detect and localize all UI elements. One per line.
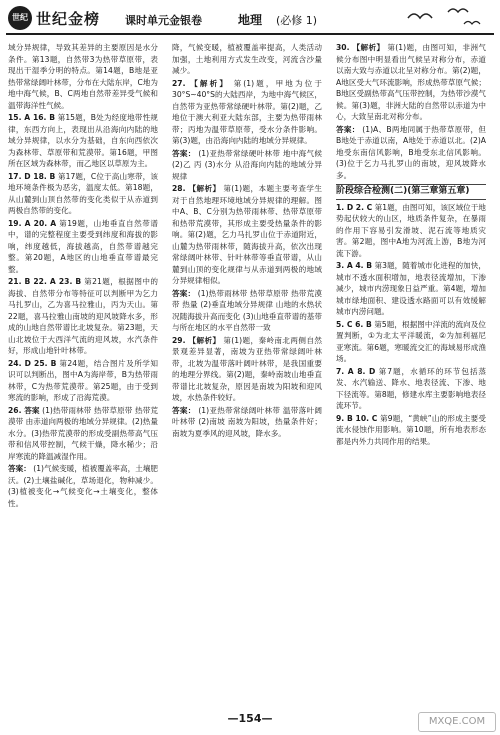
answer-paragraph (8, 112, 158, 170)
answer-paragraph (8, 171, 158, 217)
answer-label: 1. D 2. C (336, 202, 373, 212)
answer-label: 答案： (336, 124, 360, 134)
page-number: —154— (227, 712, 273, 725)
answer-label: 27. 【解析】 (172, 78, 230, 88)
answer-text: (1)热带雨林带 热带草原带 热带荒漠带 热量 (2)垂直地域分异规律 山地的水热状况随海拔升高而变化 (3)山地垂直带谱的基带与所在地区的水平自然带一致 (172, 288, 322, 332)
series-title: 课时单元金银卷 (125, 14, 202, 27)
answer-paragraph (172, 148, 322, 183)
answer-label: 5. C 6. B (336, 319, 372, 329)
section-title: 阶段综合检测(二)(第三章第五章) (336, 184, 486, 200)
answer-column-right (336, 42, 486, 702)
answer-text: 第1题，由图可知，该区域位于地势起伏较大的山区，地质条件复杂，在暴雨的作用下容易引发滑坡、泥石流等地质灾害。第2题，图中A地为河流上游，B地为河流下游。 (336, 202, 486, 258)
answer-label: 24. D 25. B (8, 358, 57, 368)
answer-label: 答案： (172, 148, 196, 158)
subject-title: 地理 (238, 13, 263, 27)
answer-text: (1)气候变暖，植被覆盖率高，土壤肥沃。(2)土壤盐碱化，草场退化，物种减少。(3)植被变化→气候变化→土壤变化，整体性。 (8, 464, 158, 508)
answer-text: 降，气候变暖，植被覆盖率提高，人类活动加强，土地利用方式发生改变，河流含沙量减少。 (172, 43, 322, 75)
answer-text: 第(1)题，由图可知，非洲气候分布图中明显看出气候呈对称分布，赤道以南大致与赤道以北呈对称分布。第(2)题，A地区受大气环流影响，形成热带草原气候；B地区受副热带高气压带控制，为热带沙漠气候。第(3)题，非洲大陆的自然带以赤道为中心，大致呈南北对称分布。 (336, 43, 486, 121)
answer-label: 29. 【解析】 (172, 335, 221, 345)
answer-label: 21. B 22. A 23. B (8, 277, 82, 286)
header-rule (6, 33, 494, 35)
edition-label: (必修 1) (276, 14, 318, 27)
answer-text: 第17题，C位于高山寒带，该地环境条件极为恶劣，温度太低。第18题，从山麓到山顶自然带的变化类似于从赤道到两极自然带的变化。 (8, 171, 158, 215)
page-header (0, 0, 500, 40)
answer-text: 第(1)题，秦岭南北两侧自然景观差异显著，南坡为亚热带常绿阔叶林带，北坡为温带落叶阔叶林带，是我国重要的地理分界线。第(2)题，秦岭南坡山地垂直带谱比北坡复杂，原因是南坡为阳坡和迎风坡，水热条件较好。 (172, 335, 322, 402)
answer-paragraph (8, 42, 158, 111)
answer-paragraph (8, 358, 158, 404)
logo-badge: 世纪 (8, 6, 32, 30)
answer-text: 第3题，随着城市化进程的加快，城市不透水面积增加，地表径流增加，下渗减少，城市内涝现象日益严重。第4题，增加城市绿地面积、建设透水路面可以有效缓解城市内涝问题。 (336, 261, 486, 316)
answer-label: 答案： (172, 405, 196, 415)
answer-text: 第5题，根据图中洋流的流向及位置判断，①为北太平洋暖流，②为加利福尼亚寒流。第6题，寒暖流交汇的海域易形成渔场。 (336, 319, 486, 363)
answer-text: 第19题，山地垂直自然带谱中，谱的完整程度主要受到纬度和海拔的影响，纬度越低，海拔越高，自然带谱越完整。第20题，A地区的山地垂直带谱最完整。 (8, 218, 158, 274)
answer-text: 第(1)题，甲地为位于30°S~40°S的大陆西岸，为地中海气候区，自然带为亚热带常绿硬叶林带。第(2)题，乙地位于澳大利亚大陆东部，主要为热带雨林带；丙地为温带草原带，受水分条件影响。第(3)题，由沿海向内陆的地域分异规律。 (172, 78, 322, 145)
answer-text: (1)亚热带常绿阔叶林带 温带落叶阔叶林带 (2)南坡 南坡为阳坡，热量条件好；南坡为夏季风的迎风坡，降水多。 (172, 405, 322, 438)
answer-text: 域分异规律，导致其差异的主要原因是水分条件。第13题，自然带3为热带草原带，表现出干湿季分明的特点。第14题，B地是亚热带常绿阔叶林带，分布在大陆东岸，C地为地中海气候，B、C两地自然带差异受气候和温带海洋性气候。 (8, 43, 158, 110)
answer-text: (1)热带雨林带 热带草原带 热带荒漠带 由赤道向两极的地域分异规律。(2)热量 水分。(3)热带荒漠带的形成受副热带高气压带和信风带控制，气候干燥，降水稀少；沿岸寒流的降温减湿作用。 (8, 405, 158, 461)
answer-paragraph (336, 319, 486, 365)
answer-label: 19. A 20. A (8, 218, 57, 228)
answer-label: 28. 【解析】 (172, 184, 221, 193)
seagull-decoration-icon (400, 4, 490, 32)
answer-paragraph (172, 183, 322, 287)
answer-label: 7. A 8. D (336, 366, 376, 376)
answer-text: 第24题，结合图片及所学知识可以判断出，图中A为海岸带，B为热带雨林带，C为热带荒漠带。第25题，由于受到寒流的影响，形成了沿海荒漠。 (8, 358, 158, 402)
answer-paragraph (172, 335, 322, 404)
answer-column-left (8, 42, 158, 702)
answer-text: (1)亚热带常绿硬叶林带 地中海气候 (2)乙 丙 (3)水分 从沿海向内陆的地域分异规律 (172, 148, 322, 181)
answer-paragraph (336, 124, 486, 182)
answer-text: 第21题，根据图中的海拔、自然带分布等特征可以判断甲为乞力马扎罗山，乙为喜马拉雅山，丙为天山。第22题，喜马拉雅山南坡的迎风坡降水多，形成的山地自然带谱比北坡复杂。第23题，天山北坡位于大西洋气流的迎风坡，水汽条件好，形成山地针叶林带。 (8, 277, 158, 355)
answer-label: 15. A 16. B (8, 113, 55, 122)
answer-label: 答案： (172, 288, 196, 298)
answer-paragraph (172, 288, 322, 334)
answer-paragraph (336, 413, 486, 448)
answer-paragraph (172, 78, 322, 147)
answer-paragraph (336, 202, 486, 260)
brand-logo (8, 6, 100, 30)
answer-paragraph (8, 276, 158, 357)
answer-label: 30. 【解析】 (336, 43, 385, 52)
answer-text: 第15题，B处为经度地带性规律，东西方向上，表现出从沿海向内陆的地域分异规律，以水分为基础，自东向西依次为森林带、草原带和荒漠带。第16题，甲图所在区域为森林带，而乙地区以草原为主。 (8, 113, 158, 168)
brand-name: 世纪金榜 (36, 9, 101, 28)
answer-paragraph (8, 218, 158, 276)
answer-label: 17. D 18. B (8, 171, 56, 181)
answer-paragraph (336, 260, 486, 318)
answer-text: (1)A、B两地同属于热带草原带，但B地处于赤道以南，A地处于赤道以北。(2)A地受东南信风影响，B地受东北信风影响。(3)位于乞力马扎罗山的南坡，迎风坡降水多。 (336, 124, 486, 180)
answer-paragraph (8, 405, 158, 463)
watermark: MXQE.COM (418, 712, 496, 732)
answer-paragraph (172, 405, 322, 440)
answer-label: 9. B 10. C (336, 413, 378, 423)
answer-label: 答案： (8, 464, 31, 473)
answer-label: 3. A 4. B (336, 261, 373, 270)
answer-text: 第9题，“黄峡”山的形成主要受流水侵蚀作用影响。第10题，所有地表形态都是内外力共同作用的结果。 (336, 413, 486, 446)
answer-paragraph (172, 42, 322, 77)
answer-text: 第7题，水循环的环节包括蒸发、水汽输送、降水、地表径流、下渗、地下径流等。第8题，修建水库主要影响地表径流环节。 (336, 366, 486, 410)
answer-text: 第(1)题，本题主要考查学生对于自然地理环境地域分异规律的理解。图中A、B、C分别为热带雨林带、热带草原带和热带荒漠带，其形成主要受热量条件的影响。第(2)题，乞力马扎罗山位于赤道附近，山麓为热带雨林带，随海拔升高，依次出现常绿阔叶林带、针叶林带等垂直带谱，从山麓到山顶的变化规律与从赤道到两极的地域分异规律相似。 (172, 184, 322, 285)
answer-paragraph (8, 463, 158, 509)
answer-column-middle (172, 42, 322, 702)
answer-paragraph (336, 42, 486, 123)
answer-paragraph (336, 366, 486, 412)
answer-label: 26. 答案 (8, 405, 40, 415)
